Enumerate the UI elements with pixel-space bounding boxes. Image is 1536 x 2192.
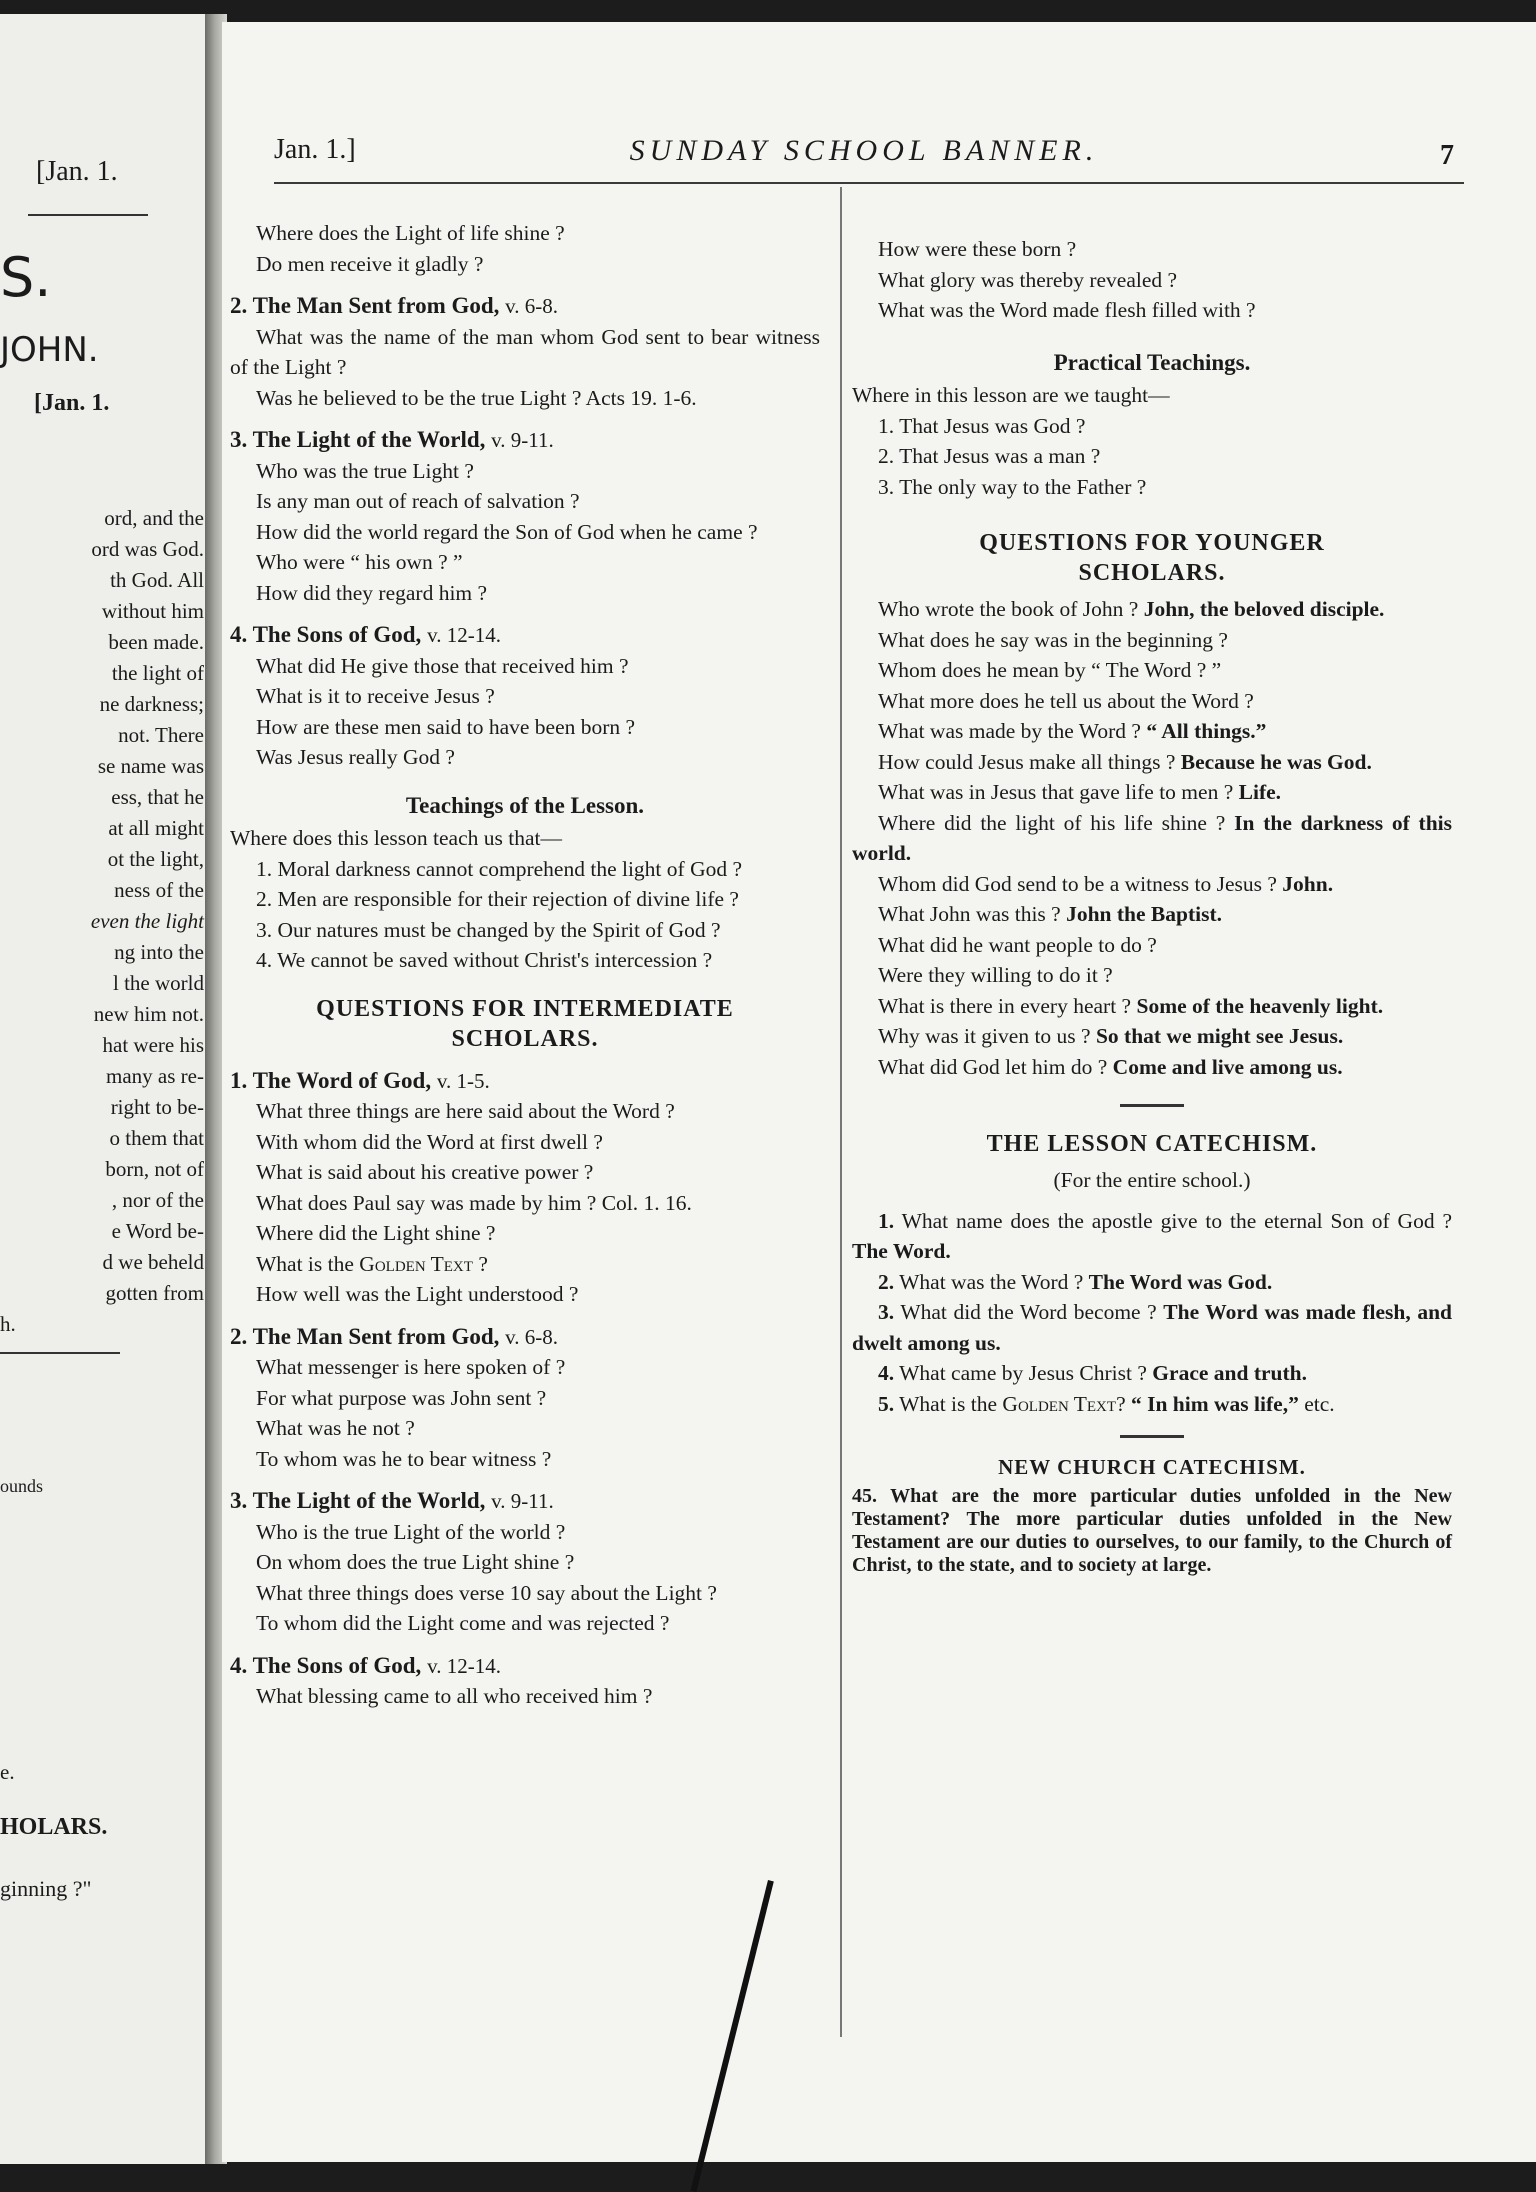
catechism-number: 2.: [878, 1269, 895, 1294]
question: What does Paul say was made by him ? Col. 1. 16.: [256, 1190, 692, 1215]
left-page-line: e Word be-: [111, 1219, 204, 1243]
intermediate-heading-line1: QUESTIONS FOR INTERMEDIATE: [316, 995, 734, 1022]
teaching-item: 2. Men are responsible for their rejection of divine life ?: [256, 887, 739, 911]
left-page-fragment-e: e.: [0, 1760, 15, 1784]
left-page-line: ord was God.: [91, 537, 204, 561]
question: Do men receive it gladly ?: [256, 251, 484, 276]
right-column: [852, 234, 1452, 1577]
catechism-question: What is the: [899, 1391, 998, 1416]
question: For what purpose was John sent ?: [256, 1385, 547, 1410]
left-page-line: ot the light,: [107, 847, 204, 871]
qa-question: What did God let him do ?: [878, 1054, 1108, 1079]
catechism-number: 4.: [878, 1361, 895, 1385]
left-page-fragment: [0, 14, 210, 2164]
qa-answer: Come and live among us.: [1112, 1054, 1343, 1079]
question: Is any man out of reach of salvation ?: [256, 489, 580, 513]
catechism-answer: “ In him was life,”: [1130, 1391, 1299, 1416]
practical-item: 3. The only way to the Father ?: [878, 474, 1147, 499]
younger-heading-line1: QUESTIONS FOR YOUNGER: [979, 530, 1325, 556]
qa-answer: Some of the heavenly light.: [1136, 993, 1384, 1018]
left-page-line: at all might: [108, 816, 204, 840]
catechism-item: [852, 1267, 1452, 1298]
qa-question: What John was this ?: [878, 902, 1061, 926]
verse-ref: v. 12-14.: [427, 1653, 501, 1678]
section-heading-sons-of-god-2: [230, 1651, 820, 1682]
qa-item: [852, 625, 1452, 656]
question: What blessing came to all who received him ?: [256, 1684, 653, 1708]
qa-item: [852, 747, 1452, 778]
qa-question: What was in Jesus that gave life to men ?: [878, 780, 1234, 804]
section-title: 2. The Man Sent from God,: [230, 1323, 500, 1349]
left-page-fragment-beginning: ginning ?": [0, 1876, 92, 1901]
golden-text-label: Golden Text: [1002, 1391, 1117, 1416]
qa-question: What is there in every heart ?: [878, 993, 1132, 1018]
practical-intro: Where in this lesson are we taught—: [852, 383, 1170, 407]
left-page-big-letter: S.: [0, 246, 52, 309]
new-catechism-answer: The more particular duties unfolded in the New Testament are our duties to ourselves, to our family, to the Church of Christ, to the state, and to society at large.: [852, 1507, 1452, 1576]
catechism-number: 1.: [878, 1208, 895, 1233]
qa-question: What more does he tell us about the Word ?: [878, 688, 1254, 713]
qa-question: Were they willing to do it ?: [878, 963, 1113, 987]
teaching-item: 3. Our natures must be changed by the Spirit of God ?: [256, 917, 721, 942]
practical-teachings-heading: Practical Teachings.: [1053, 349, 1251, 375]
catechism-item: [852, 1358, 1452, 1389]
question-mark: ?: [478, 1251, 488, 1276]
qa-question: What did he want people to do ?: [878, 932, 1157, 957]
question: Where does the Light of life shine ?: [256, 221, 565, 245]
question: What messenger is here spoken of ?: [256, 1355, 566, 1379]
qa-question: Who wrote the book of John ?: [878, 597, 1139, 621]
qa-answer: Because he was God.: [1180, 749, 1372, 774]
page-header: [274, 134, 1454, 178]
catechism-answer: The Word was God.: [1088, 1269, 1273, 1294]
section-heading-man-sent-2: [230, 1322, 820, 1353]
left-page-line: ness of the: [114, 878, 204, 902]
qa-question: What was made by the Word ?: [878, 719, 1141, 743]
verse-ref: v. 12-14.: [427, 623, 501, 647]
question: What did He give those that received him ?: [256, 653, 629, 678]
section-title: 3. The Light of the World,: [230, 1488, 486, 1513]
younger-heading-line2: SCHOLARS.: [1078, 560, 1226, 586]
new-church-catechism-text: [852, 1485, 1452, 1577]
qa-answer: John the Baptist.: [1066, 902, 1223, 926]
younger-questions-list: [852, 594, 1452, 1082]
qa-question: Why was it given to us ?: [878, 1024, 1091, 1048]
left-page-line: d we beheld: [102, 1250, 204, 1274]
qa-item: [852, 869, 1452, 900]
teachings-heading: Teachings of the Lesson.: [405, 792, 645, 818]
left-page-subheader: [Jan. 1.: [34, 390, 110, 416]
qa-item: [852, 899, 1452, 930]
left-page-line: gotten from: [105, 1281, 204, 1305]
question: What was the name of the man whom God sent to bear witness of the Light ?: [230, 324, 820, 379]
question: How did they regard him ?: [256, 580, 488, 605]
question: How did the world regard the Son of God when he came ?: [256, 519, 758, 544]
left-page-line: the light of: [111, 661, 204, 685]
practical-item: 1. That Jesus was God ?: [878, 413, 1086, 438]
question: Where did the Light shine ?: [256, 1221, 496, 1245]
question-mark: ?: [1116, 1391, 1126, 1416]
qa-item: [852, 655, 1452, 686]
left-page-line: right to be-: [110, 1095, 204, 1119]
question: Who were “ his own ? ”: [256, 550, 463, 574]
left-page-line: l the world: [113, 971, 204, 995]
section-title: 3. The Light of the World,: [230, 427, 486, 452]
header-title: SUNDAY SCHOOL BANNER.: [629, 134, 1099, 167]
left-page-line: ord, and the: [104, 506, 204, 530]
header-rule: [274, 182, 1464, 184]
catechism-item: [852, 1206, 1452, 1267]
qa-question: Whom does he mean by “ The Word ? ”: [878, 658, 1222, 682]
catechism-etc: etc.: [1304, 1391, 1335, 1416]
question: Was he believed to be the true Light ? Acts 19. 1-6.: [256, 385, 697, 410]
question: With whom did the Word at first dwell ?: [256, 1129, 603, 1154]
question: To whom was he to bear witness ?: [256, 1446, 552, 1471]
question: Was Jesus really God ?: [256, 745, 455, 769]
qa-answer: So that we might see Jesus.: [1095, 1024, 1344, 1048]
left-page-line: ess, that he: [111, 785, 204, 809]
question-text: What is the: [256, 1251, 354, 1276]
question: Who was the true Light ?: [256, 458, 474, 483]
qa-item: [852, 777, 1452, 808]
question: How are these men said to have been born ?: [256, 714, 636, 739]
left-page-subtitle: JOHN.: [0, 330, 99, 370]
question: How well was the Light understood ?: [256, 1282, 579, 1306]
qa-item: [852, 1021, 1452, 1052]
section-heading-light-of-world: [230, 425, 820, 456]
left-page-line: hat were his: [102, 1033, 204, 1057]
section-divider: [1120, 1104, 1184, 1107]
catechism-question: What did the Word become ?: [900, 1300, 1157, 1324]
catechism-answer: Grace and truth.: [1152, 1361, 1307, 1385]
left-page-line: born, not of: [105, 1157, 204, 1181]
teaching-item: 4. We cannot be saved without Christ's intercession ?: [256, 948, 713, 972]
teachings-intro: Where does this lesson teach us that—: [230, 826, 562, 850]
qa-question: How could Jesus make all things ?: [878, 749, 1176, 774]
left-page-fragment-scholars: HOLARS.: [0, 1814, 108, 1840]
left-page-line: th God. All: [110, 568, 204, 592]
qa-item: [852, 716, 1452, 747]
question: What was the Word made flesh filled with ?: [878, 298, 1256, 322]
left-page-header-rule: [28, 214, 148, 216]
left-page-line: h.: [0, 1312, 16, 1336]
catechism-answer: The Word.: [852, 1239, 951, 1263]
section-title: 1. The Word of God,: [230, 1067, 432, 1093]
question: What glory was thereby revealed ?: [878, 267, 1178, 292]
catechism-item: [852, 1297, 1452, 1358]
section-divider: [1120, 1435, 1184, 1438]
left-page-line: o them that: [109, 1126, 204, 1150]
intermediate-heading: [230, 994, 820, 1054]
question: Who is the true Light of the world ?: [256, 1519, 566, 1544]
new-church-catechism-heading: NEW CHURCH CATECHISM.: [998, 1455, 1306, 1479]
page-number: 7: [1440, 140, 1454, 171]
catechism-number: 3.: [878, 1300, 895, 1324]
section-heading-man-sent: [230, 291, 820, 322]
qa-item: [852, 960, 1452, 991]
qa-item: [852, 594, 1452, 625]
left-page-line: se name was: [97, 754, 204, 778]
left-page-line: without him: [101, 599, 204, 623]
qa-question: Where did the light of his life shine ?: [878, 810, 1226, 835]
question: What is it to receive Jesus ?: [256, 684, 495, 708]
section-heading-light-of-world-2: [230, 1486, 820, 1517]
verse-ref: v. 6-8.: [505, 1324, 559, 1349]
question: What three things does verse 10 say about the Light ?: [256, 1580, 717, 1605]
verse-ref: v. 9-11.: [491, 428, 554, 452]
qa-question: What does he say was in the beginning ?: [878, 627, 1228, 652]
qa-item: [852, 930, 1452, 961]
section-title: 2. The Man Sent from God,: [230, 293, 500, 318]
left-page-line: new him not.: [93, 1002, 204, 1026]
question: To whom did the Light come and was rejected ?: [256, 1611, 670, 1635]
question: What is said about his creative power ?: [256, 1160, 594, 1184]
left-page-fragment-pounds: ounds: [0, 1476, 44, 1496]
left-page-line: not. There: [118, 723, 204, 747]
new-catechism-question: 45. What are the more particular duties unfolded in the New Testament?: [852, 1484, 1452, 1530]
left-page-line: many as re-: [106, 1064, 204, 1088]
header-date: Jan. 1.]: [274, 134, 356, 165]
left-column: [230, 218, 820, 1712]
section-heading-word-of-god: [230, 1066, 820, 1097]
qa-answer: John.: [1282, 871, 1334, 896]
left-page-line: ne darkness;: [99, 692, 204, 716]
qa-answer: John, the beloved disciple.: [1143, 597, 1385, 621]
qa-item: [852, 808, 1452, 869]
qa-answer: Life.: [1238, 780, 1282, 804]
qa-question: Whom did God send to be a witness to Jesus ?: [878, 871, 1277, 896]
column-rule: [840, 187, 842, 2037]
catechism-question: What came by Jesus Christ ?: [899, 1361, 1147, 1385]
main-page: [222, 22, 1536, 2162]
verse-ref: v. 9-11.: [491, 1489, 554, 1513]
qa-answer: “ All things.”: [1146, 719, 1267, 743]
left-page-section-rule: [0, 1352, 120, 1354]
lesson-catechism-heading: THE LESSON CATECHISM.: [986, 1131, 1318, 1157]
qa-item: [852, 991, 1452, 1022]
qa-answer: In the darkness of this world.: [852, 810, 1453, 865]
question: On whom does the true Light shine ?: [256, 1550, 575, 1574]
section-title: 4. The Sons of God,: [230, 622, 422, 647]
younger-heading: [852, 528, 1452, 588]
practical-item: 2. That Jesus was a man ?: [878, 444, 1101, 468]
qa-item: [852, 686, 1452, 717]
golden-text-label: Golden Text: [359, 1251, 473, 1276]
catechism-number: 5.: [878, 1391, 895, 1416]
teaching-item: 1. Moral darkness cannot comprehend the light of God ?: [256, 856, 743, 881]
intermediate-heading-line2: SCHOLARS.: [451, 1025, 599, 1052]
catechism-question: What name does the apostle give to the eternal Son of God ?: [901, 1208, 1452, 1233]
left-page-header-date: [Jan. 1.: [36, 156, 118, 187]
section-title: 4. The Sons of God,: [230, 1652, 422, 1678]
catechism-question: What was the Word ?: [899, 1269, 1084, 1294]
question: [230, 1249, 820, 1280]
qa-item: [852, 1052, 1452, 1083]
verse-ref: v. 6-8.: [505, 294, 559, 318]
section-heading-sons-of-god: [230, 620, 820, 651]
left-page-line: , nor of the: [111, 1188, 204, 1212]
catechism-item: [852, 1389, 1452, 1420]
question: How were these born ?: [878, 237, 1077, 261]
catechism-answer: The Word was made flesh, and dwelt among us.: [852, 1300, 1452, 1355]
question: What was he not ?: [256, 1416, 415, 1440]
question: What three things are here said about the Word ?: [256, 1099, 675, 1123]
left-page-line: even the light: [90, 909, 204, 933]
lesson-catechism-subtitle: (For the entire school.): [1053, 1168, 1251, 1192]
left-page-line: been made.: [108, 630, 204, 654]
verse-ref: v. 1-5.: [436, 1068, 490, 1093]
left-page-line: ng into the: [114, 940, 204, 964]
